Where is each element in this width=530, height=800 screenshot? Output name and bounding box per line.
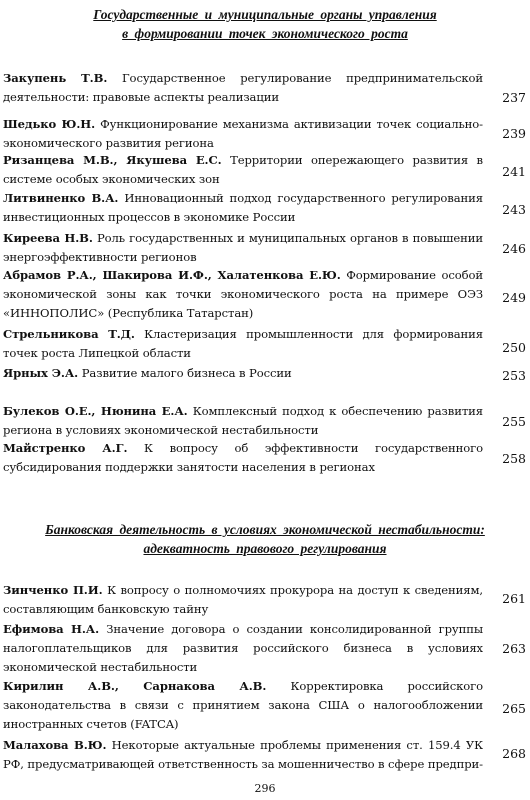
entry-title: Комплексный подход к обеспечению развития региона в условиях экономической нестабильности xyxy=(3,404,483,437)
section-heading xyxy=(0,520,530,558)
toc-entry xyxy=(3,69,528,107)
entry-page: 258 xyxy=(502,451,526,466)
entry-title: Государственное регулирование предпринимательской деятельности: правовые аспекты реализации xyxy=(3,71,483,104)
section-heading-line: Государственные и муниципальные органы управления xyxy=(93,7,437,22)
entry-page: 249 xyxy=(502,290,526,305)
entry-page: 265 xyxy=(502,701,526,716)
entry-authors: Киреева Н.В. xyxy=(3,231,93,245)
entry-text xyxy=(3,439,483,477)
entry-authors: Малахова В.Ю. xyxy=(3,738,107,752)
entry-authors: Ефимова Н.А. xyxy=(3,622,100,636)
entry-title: Функционирование механизма активизации точек социально-экономического развития региона xyxy=(3,117,483,150)
entry-text xyxy=(3,677,483,734)
entry-text xyxy=(3,736,483,774)
entry-text xyxy=(3,581,483,619)
toc-entry xyxy=(3,266,528,323)
entry-authors: Шедько Ю.Н. xyxy=(3,117,96,131)
entry-page: 246 xyxy=(502,241,526,256)
entry-title: К вопросу о полномочиях прокурора на доступ к сведениям, составляющим банковскую тайну xyxy=(3,583,483,616)
entry-text xyxy=(3,115,483,153)
entry-text xyxy=(3,189,483,227)
entry-title: Значение договора о создании консолидированной группы налогоплательщиков для развития российского бизнеса в условиях экономической нестабильности xyxy=(3,622,484,674)
entry-authors: Стрельникова Т.Д. xyxy=(3,327,135,341)
entry-page: 241 xyxy=(502,164,526,179)
entry-page: 243 xyxy=(502,202,526,217)
entry-text xyxy=(3,364,483,383)
entry-title: Кластеризация промышленности для формирования точек роста Липецкой области xyxy=(3,327,484,360)
entry-page: 237 xyxy=(502,90,526,105)
entry-authors: Абрамов Р.А., Шакирова И.Ф., Халатенкова Е.Ю. xyxy=(3,268,341,282)
toc-entry xyxy=(3,364,528,383)
section-heading-line: Банковская деятельность в условиях экономической нестабильности: xyxy=(45,522,485,537)
toc-entry xyxy=(3,439,528,477)
entry-page: 253 xyxy=(502,368,526,383)
toc-entry xyxy=(3,189,528,227)
entry-page: 239 xyxy=(502,126,526,141)
entry-title: Корректировка российского законодательства в связи с принятием закона США о налогообложении иностранных счетов (FATCA) xyxy=(3,679,484,731)
entry-page: 261 xyxy=(502,591,526,606)
entry-title: К вопросу об эффективности государственного субсидирования поддержки занятости населения в регионах xyxy=(3,441,483,474)
entry-text xyxy=(3,402,483,440)
entry-authors: Кирилин А.В., Сарнакова А.В. xyxy=(3,679,267,693)
entry-page: 255 xyxy=(502,414,526,429)
entry-text xyxy=(3,620,483,677)
entry-page: 268 xyxy=(502,746,526,761)
entry-text xyxy=(3,266,483,323)
entry-title: Территории опережающего развития в системе особых экономических зон xyxy=(3,153,483,186)
toc-entry xyxy=(3,620,528,677)
section-heading-line: адекватность правового регулирования xyxy=(143,541,387,556)
entry-text xyxy=(3,325,483,363)
entry-authors: Литвиненко В.А. xyxy=(3,191,119,205)
entry-text xyxy=(3,151,483,189)
entry-authors: Закупень Т.В. xyxy=(3,71,108,85)
toc-entry xyxy=(3,115,528,153)
entry-authors: Булеков О.Е., Нюнина Е.А. xyxy=(3,404,188,418)
entry-authors: Ярных Э.А. xyxy=(3,366,79,380)
toc-entry xyxy=(3,402,528,440)
entry-text xyxy=(3,229,483,267)
entry-title: Инновационный подход государственного регулирования инвестиционных процессов в экономике России xyxy=(3,191,483,224)
entry-page: 250 xyxy=(502,340,526,355)
entry-authors: Майстренко А.Г. xyxy=(3,441,128,455)
section-heading-line: в формировании точек экономического роста xyxy=(122,26,408,41)
entry-title: Некоторые актуальные проблемы применения ст. 159.4 УК РФ, предусматривающей ответственность за мошенничество в сфере предпри- xyxy=(3,738,484,771)
entry-authors: Зинченко П.И. xyxy=(3,583,103,597)
entry-authors: Ризанцева М.В., Якушева Е.С. xyxy=(3,153,222,167)
entry-title: Роль государственных и муниципальных органов в повышении энергоэффективности регионов xyxy=(3,231,483,264)
toc-entry xyxy=(3,581,528,619)
entry-page: 263 xyxy=(502,641,526,656)
entry-text xyxy=(3,69,483,107)
page-number: 296 xyxy=(254,782,276,795)
toc-entry xyxy=(3,736,528,774)
toc-entry xyxy=(3,325,528,363)
entry-title: Формирование особой экономической зоны как точки экономического роста на примере ОЭЗ «ИННОПОЛИС» (Республика Татарстан) xyxy=(3,268,483,320)
toc-entry xyxy=(3,151,528,189)
toc-entry xyxy=(3,677,528,734)
entry-title: Развитие малого бизнеса в России xyxy=(81,366,292,380)
toc-entry xyxy=(3,229,528,267)
section-heading xyxy=(0,5,530,43)
